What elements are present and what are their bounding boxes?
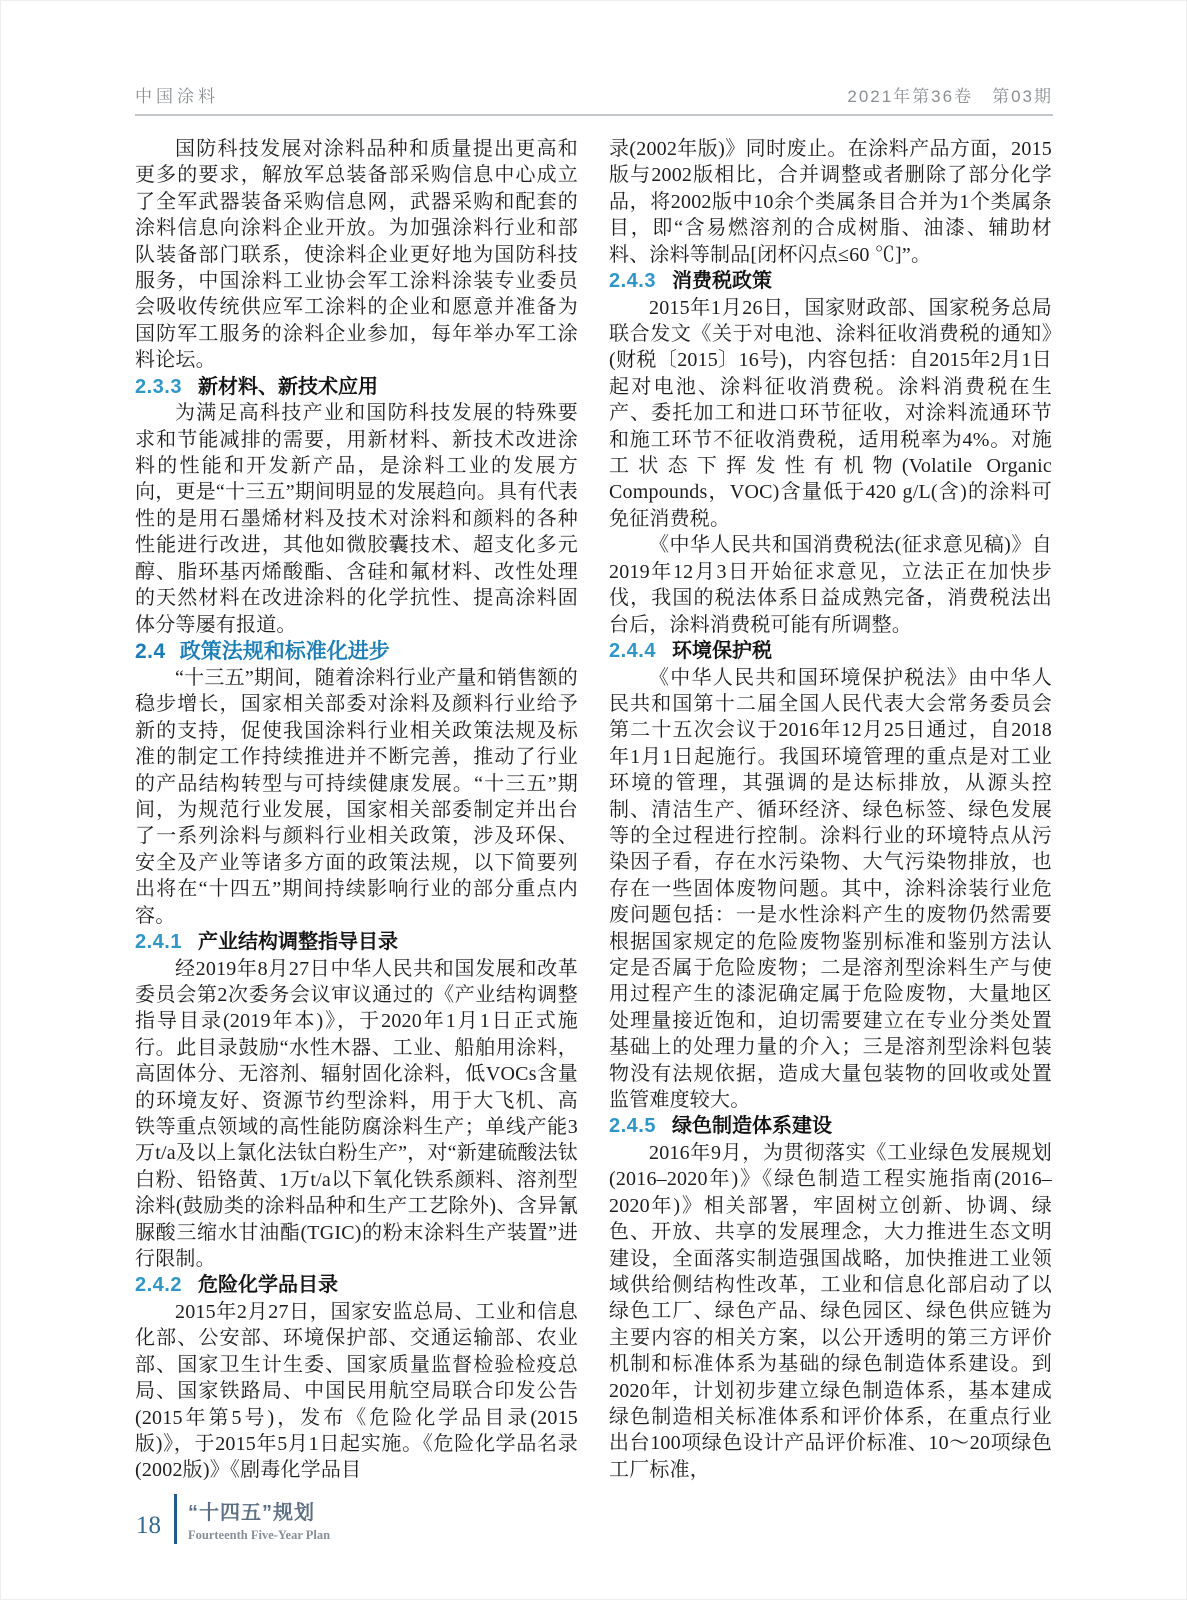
section-heading-2-3-3 xyxy=(135,374,578,401)
paragraph-consumption-tax: 2015年1月26日，国家财政部、国家税务总局联合发文《关于对电池、涂料征收消费税的通知》(财税〔2015〕16号)，内容包括：自2015年2月1日起对电池、涂料征收消费税。涂料消费税在生产、委托加工和进口环节征收，对涂料流通环节和施工环节不征收消费税，适用税率为4%。对施工状态下挥发性有机物(Volatile Organic Compounds，VOC)含量低于420 g/L(含)的涂料可免征消费税。 xyxy=(609,296,1052,530)
footer-plan-title-cn: “十四五”规划 xyxy=(188,1502,315,1524)
left-column xyxy=(135,136,578,1484)
section-title: 消费税政策 xyxy=(671,270,772,293)
section-number: 2.4.1 xyxy=(135,930,182,953)
section-title: 产业结构调整指导目录 xyxy=(197,930,398,953)
section-heading-2-4-5 xyxy=(609,1113,1052,1140)
paragraph-hazardous-chemicals-cont: 录(2002年版)》同时废止。在涂料产品方面，2015版与2002版相比，合并调整或者删除了部分化学品，将2002版中10余个类属条目合并为1个类属条目，即“含易燃溶剂的合成树脂、油漆、辅助材料、涂料等制品[闭杯闪点≤60 ℃]”。 xyxy=(609,138,1052,266)
section-title: 政策法规和标准化进步 xyxy=(179,639,390,663)
paragraph-industry-catalog: 经2019年8月27日中华人民共和国发展和改革委员会第2次委务会议审议通过的《产业结构调整指导目录(2019年本)》，于2020年1月1日正式施行。此目录鼓励“水性木器、工业、船舶用涂料，高固体分、无溶剂、辐射固化涂料，低VOCs含量的环境友好、资源节约型涂料，用于大飞机、高铁等重点领域的高性能防腐涂料生产；单线产能3万t/a及以上氯化法钛白粉生产”，对“新建硫酸法钛白粉、铅铬黄、1万t/a以下氧化铁系颜料、溶剂型涂料(鼓励类的涂料品种和生产工艺除外)、含异氰脲酸三缩水甘油酯(TGIC)的粉末涂料生产装置”进行限制。 xyxy=(135,957,578,1271)
paragraph-new-materials: 为满足高科技产业和国防科技发展的特殊要求和节能减排的需要，用新材料、新技术改进涂料的性能和开发新产品，是涂料工业的发展方向，更是“十三五”期间明显的发展趋向。具有代表性的是用石墨烯材料及技术对涂料和颜料的各种性能进行改进，其他如微胶囊技术、超支化多元醇、脂环基丙烯酸酯、含硅和氟材料、改性处理的天然材料在改进涂料的化学抗性、提高涂料固体分等屡有报道。 xyxy=(135,402,578,636)
right-column xyxy=(609,136,1052,1484)
section-title: 绿色制造体系建设 xyxy=(671,1115,832,1138)
page-content xyxy=(135,136,1053,1484)
section-number: 2.4.4 xyxy=(609,639,656,662)
section-number: 2.3.3 xyxy=(135,375,182,398)
journal-title: 中国涂料 xyxy=(135,87,219,106)
section-title: 环境保护税 xyxy=(671,639,772,662)
section-title: 危险化学品目录 xyxy=(197,1274,338,1297)
section-heading-2-4-1 xyxy=(135,929,578,956)
paragraph-policy-overview: “十三五”期间，随着涂料行业产量和销售额的稳步增长，国家相关部委对涂料及颜料行业给予新的支持，促使我国涂料行业相关政策法规及标准的制定工作持续推进并不断完善，推动了行业的产品结构转型与可持续健康发展。“十三五”期间，为规范行业发展，国家相关部委制定并出台了一系列涂料与颜料行业相关政策，涉及环保、安全及产业等诸多方面的政策法规，以下简要列出将在“十四五”期间持续影响行业的部分重点内容。 xyxy=(135,666,578,927)
section-heading-2-4-4 xyxy=(609,638,1052,665)
paragraph-defense-coatings: 国防科技发展对涂料品种和质量提出更高和更多的要求，解放军总装备部采购信息中心成立了全军武器装备采购信息网，武器采购和配套的涂料信息向涂料企业开放。为加强涂料行业和部队装备部门联系，使涂料企业更好地为国防科技服务，中国涂料工业协会军工涂料涂装专业委员会吸收传统供应军工涂料的企业和愿意并准备为国防军工服务的涂料企业参加，每年举办军工涂料论坛。 xyxy=(135,138,578,372)
section-number: 2.4 xyxy=(135,639,166,663)
footer-plan-block xyxy=(188,1494,330,1544)
footer-divider-bar xyxy=(174,1494,177,1544)
section-heading-2-4 xyxy=(135,638,578,665)
section-number: 2.4.5 xyxy=(609,1115,656,1138)
page-number: 18 xyxy=(136,1512,161,1539)
footer-plan-title-en: Fourteenth Five-Year Plan xyxy=(188,1528,331,1542)
page-header xyxy=(135,82,1053,116)
section-heading-2-4-2 xyxy=(135,1272,578,1299)
paragraph-environmental-tax: 《中华人民共和国环境保护税法》由中华人民共和国第十二届全国人民代表大会常务委员会第二十五次会议于2016年12月25日通过，自2018年1月1日起施行。我国环境管理的重点是对工业环境的管理，其强调的是达标排放，从源头控制、清洁生产、循环经济、绿色标签、绿色发展等的全过程进行控制。涂料行业的环境特点从污染因子看，存在水污染物、大气污染物排放，也存在一些固体废物问题。其中，涂料涂装行业危废问题包括：一是水性涂料产生的废物仍然需要根据国家规定的危险废物鉴别标准和鉴别方法认定是否属于危险废物；二是溶剂型涂料生产与使用过程产生的漆泥确定属于危险废物，大量地区处理量接近饱和，迫切需要建立在专业分类处置基础上的处理力量的介入；三是溶剂型涂料包装物没有法规依据，造成大量包装物的回收或处置监管难度较大。 xyxy=(609,666,1052,1111)
section-title: 新材料、新技术应用 xyxy=(197,375,378,398)
issue-info: 2021年第36卷 第03期 xyxy=(847,87,1053,106)
paragraph-consumption-tax-law: 《中华人民共和国消费税法(征求意见稿)》自2019年12月3日开始征求意见，立法正在加快步伐，我国的税法体系日益成熟完备，消费税法出台后，涂料消费税可能有所调整。 xyxy=(609,534,1052,636)
paragraph-hazardous-chemicals: 2015年2月27日，国家安监总局、工业和信息化部、公安部、环境保护部、交通运输部、农业部、国家卫生计生委、国家质量监督检验检疫总局、国家铁路局、中国民用航空局联合印发公告(2015年第5号)，发布《危险化学品目录(2015版)》，于2015年5月1日起实施。《危险化学品名录(2002版)》《剧毒化学品目 xyxy=(135,1301,578,1482)
section-heading-2-4-3 xyxy=(609,268,1052,295)
section-number: 2.4.3 xyxy=(609,270,656,293)
paragraph-green-manufacturing: 2016年9月，为贯彻落实《工业绿色发展规划(2016–2020年)》《绿色制造工程实施指南(2016–2020年)》相关部署，牢固树立创新、协调、绿色、开放、共享的发展理念，大力推进生态文明建设，全面落实制造强国战略，加快推进工业领域供给侧结构性改革，工业和信息化部启动了以绿色工厂、绿色产品、绿色园区、绿色供应链为主要内容的相关方案，以公开透明的第三方评价机制和标准体系为基础的绿色制造体系建设。到2020年，计划初步建立绿色制造体系，基本建成绿色制造相关标准体系和评价体系，在重点行业出台100项绿色设计产品评价标准、10～20项绿色工厂标准， xyxy=(609,1142,1052,1481)
page-footer xyxy=(136,1494,330,1544)
section-number: 2.4.2 xyxy=(135,1274,182,1297)
